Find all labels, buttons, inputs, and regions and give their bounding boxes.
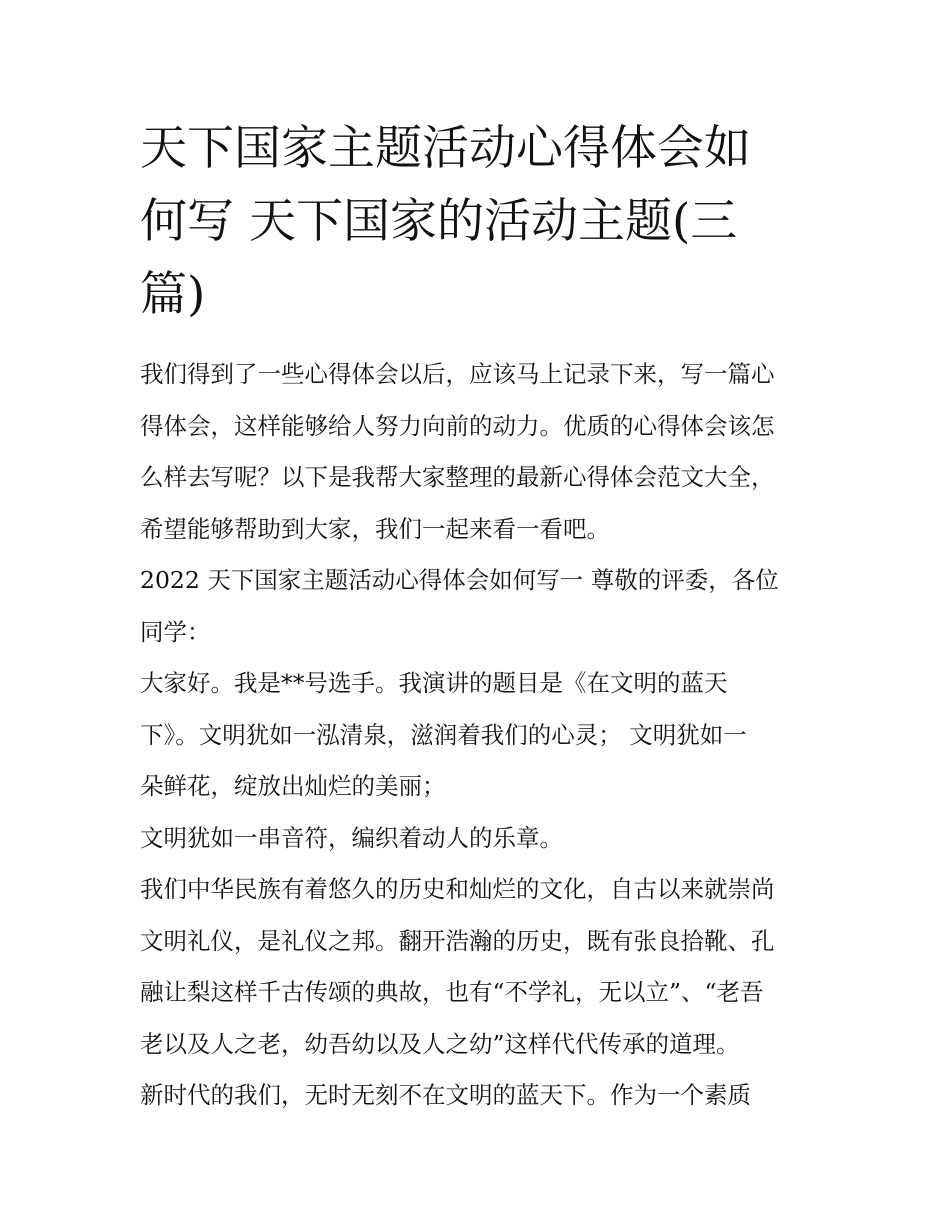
metaphor-paragraph: 文明犹如一串音符，编织着动人的乐章。 <box>140 823 563 852</box>
speech-heading-paragraph: 2022 天下国家主题活动心得体会如何写一 尊敬的评委，各位 同学： <box>140 566 779 646</box>
closing-paragraph: 新时代的我们，无时无刻不在文明的蓝天下。作为一个素质 <box>140 1081 751 1109</box>
document-body <box>140 112 816 1122</box>
greeting-paragraph: 大家好。我是**号选手。我演讲的题目是《在文明的蓝天 下》。文明犹如一泓清泉，滋润着我们的心灵； 文明犹如一 朵鲜花，绽放出灿烂的美丽； <box>140 669 747 800</box>
history-paragraph: 我们中华民族有着悠久的历史和灿烂的文化，自古以来就崇尚 文明礼仪，是礼仪之邦。翻开浩瀚的历史，既有张良拾靴、孔 融让梨这样千古传颂的典故，也有“不学礼，无以立”、“老吾 老以及人之老，幼吾幼以及人之幼”这样代代传承的道理。 <box>140 875 775 1058</box>
document-title: 天下国家主题活动心得体会如 何写 天下国家的活动主题(三 篇) <box>140 121 751 322</box>
intro-paragraph: 我们得到了一些心得体会以后，应该马上记录下来，写一篇心 得体会，这样能够给人努力向前的动力。优质的心得体会该怎 么样去写呢？以下是我帮大家整理的最新心得体会范文大全， 希望能够帮助到大家，我们一起来看一看吧。 <box>140 360 775 543</box>
paragraph-list <box>140 349 816 1122</box>
